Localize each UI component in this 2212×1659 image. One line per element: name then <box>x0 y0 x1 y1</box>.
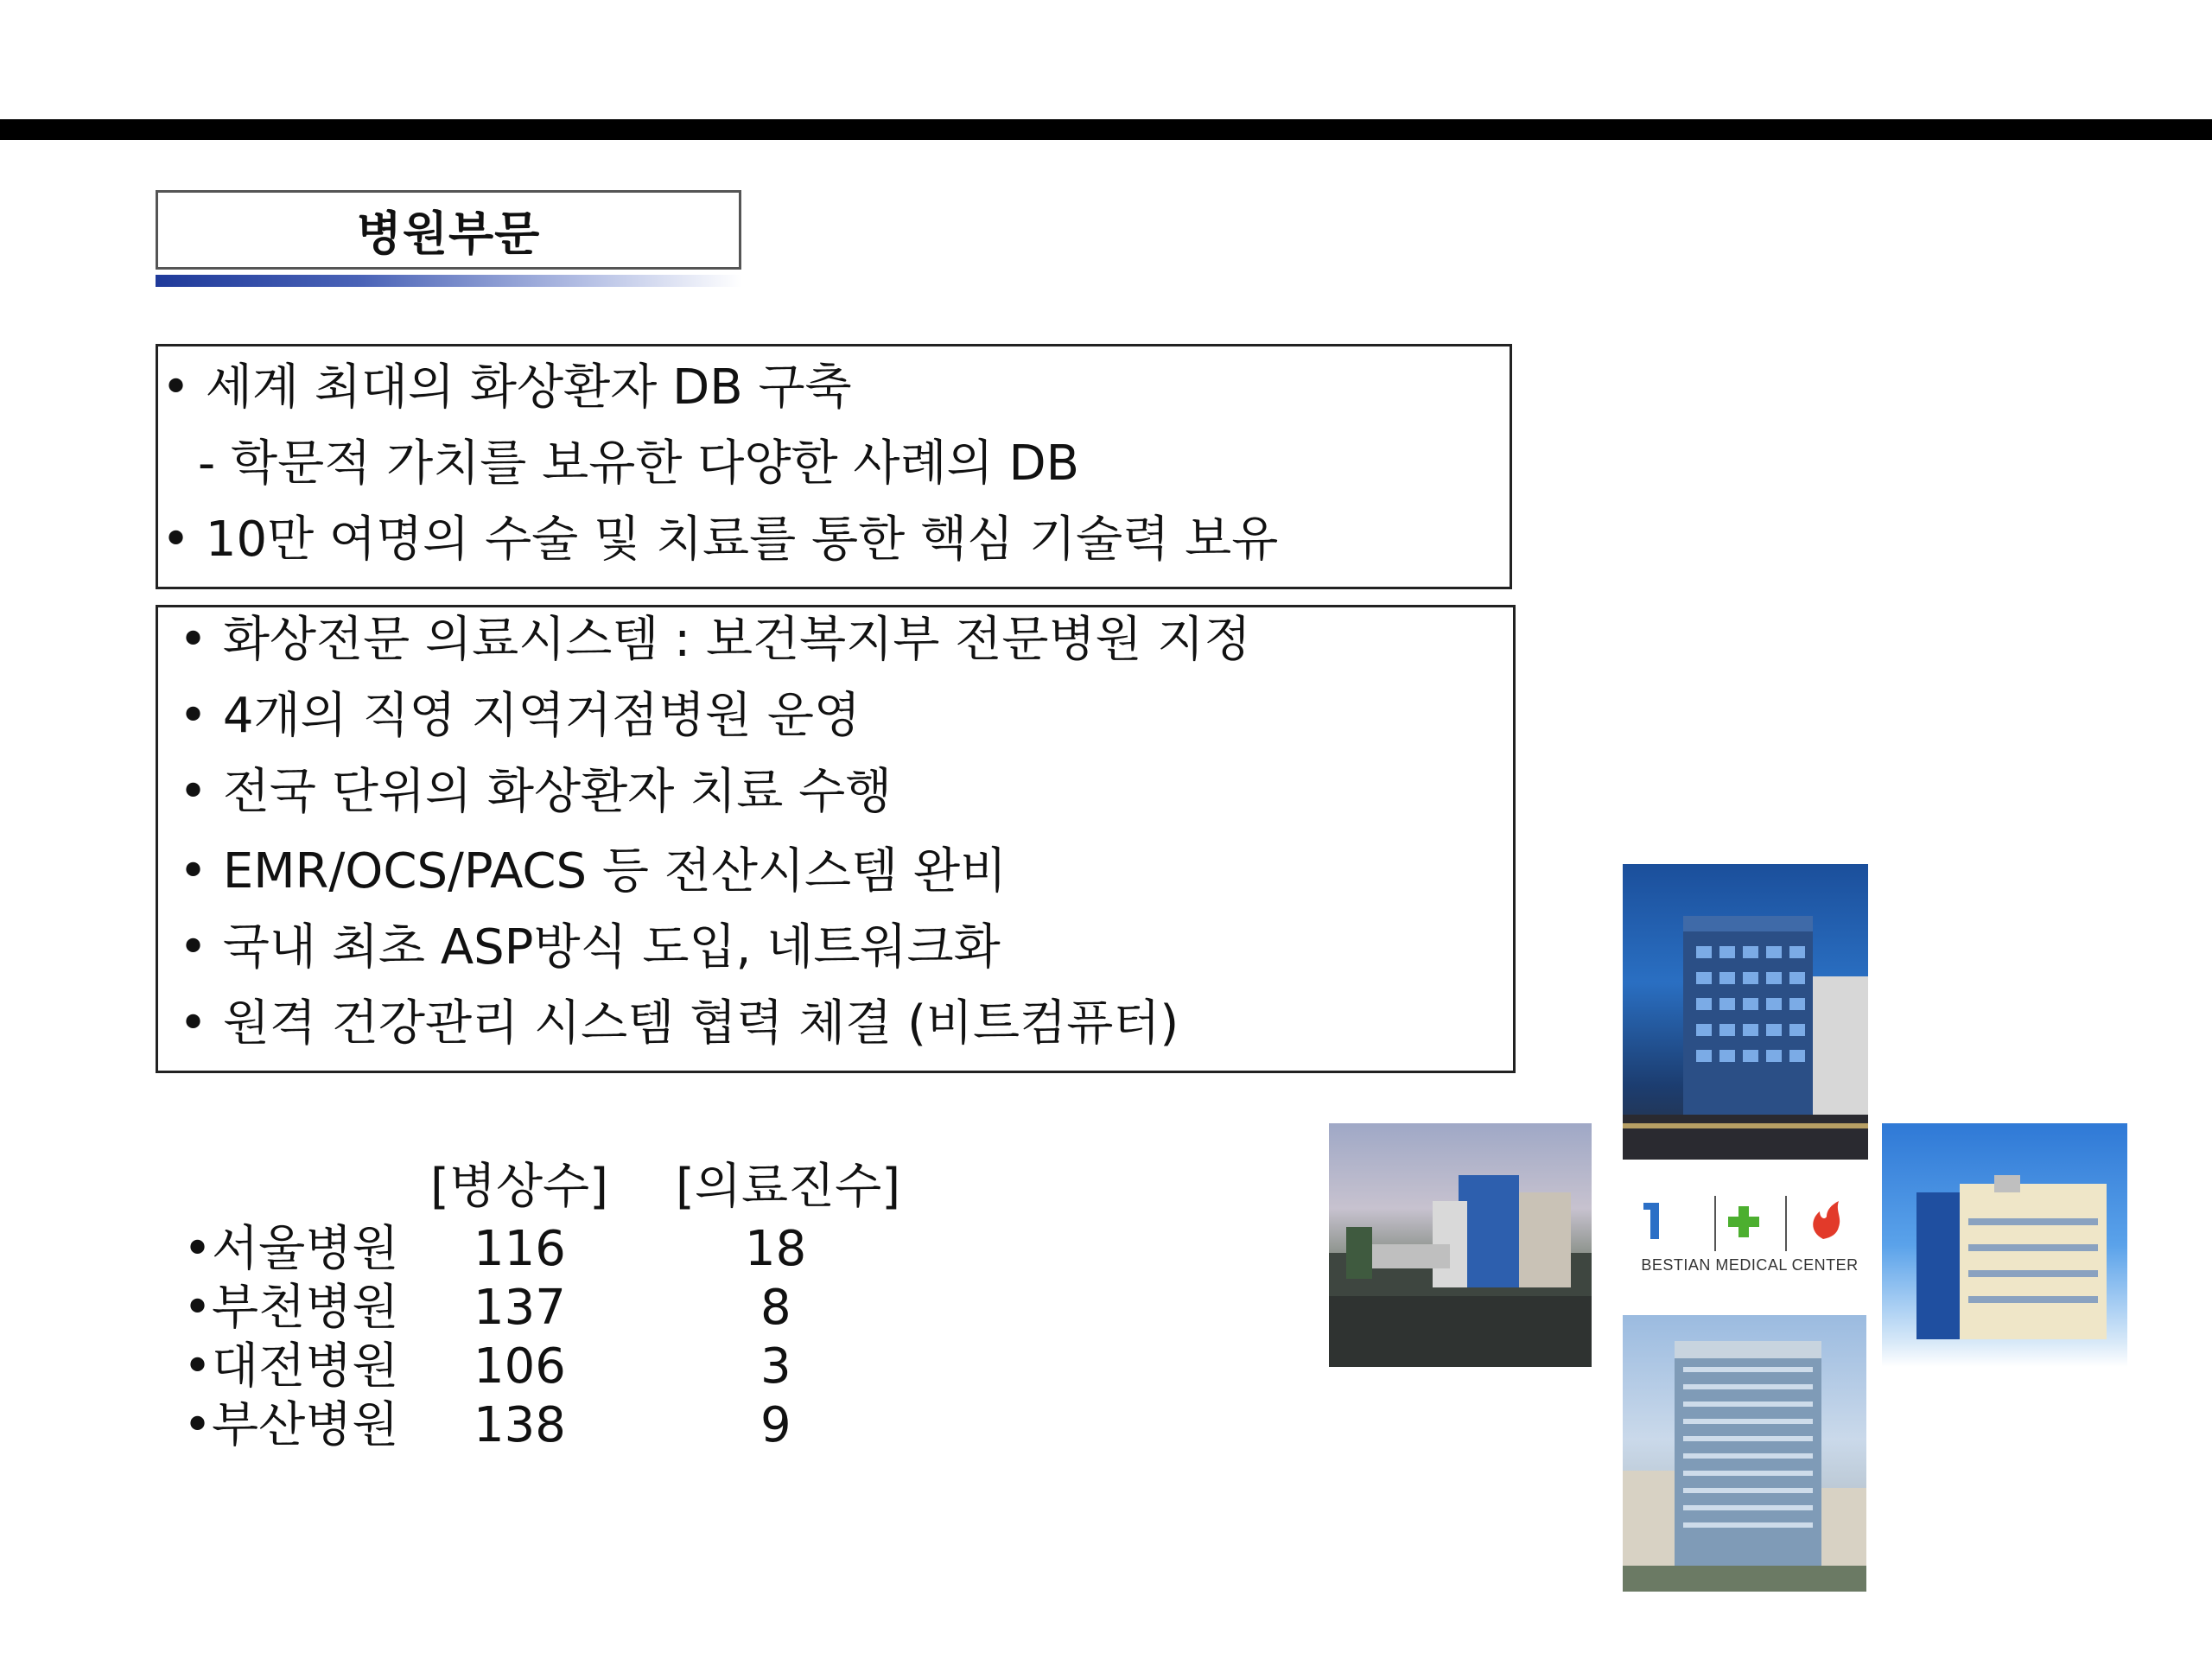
info-box-db <box>156 344 1512 589</box>
title-underline <box>156 275 741 287</box>
box1-line-3: • 10만 여명의 수술 및 치료를 통한 핵심 기술력 보유 <box>162 512 1279 568</box>
stats-row-staff: 18 <box>745 1221 807 1277</box>
stats-row-name: •부산병원 <box>183 1397 399 1453</box>
box2-line-2: • 4개의 직영 지역거점병원 운영 <box>179 688 861 744</box>
section-title: 병원부문 <box>356 206 541 261</box>
stats-row-beds: 137 <box>474 1280 566 1336</box>
stats-row-name: •부천병원 <box>183 1280 399 1336</box>
bestian-logo <box>1631 1192 1868 1293</box>
building-icon <box>1882 1123 2127 1367</box>
building-icon <box>1623 864 1868 1160</box>
box2-line-1: • 화상전문 의료시스템 : 보건복지부 전문병원 지정 <box>179 612 1251 668</box>
stats-row-name: •서울병원 <box>183 1221 399 1277</box>
hospital-photo-left <box>1329 1123 1592 1367</box>
stats-row-staff: 8 <box>760 1280 791 1336</box>
box1-line-2: - 학문적 가치를 보유한 다양한 사례의 DB <box>198 435 1079 492</box>
logo-mark-icon <box>1631 1192 1868 1253</box>
building-icon <box>1329 1123 1592 1367</box>
info-box-system <box>156 605 1516 1073</box>
logo-text: BESTIAN MEDICAL CENTER <box>1641 1256 1859 1274</box>
hospital-photo-bottom <box>1623 1315 1866 1592</box>
stats-header-beds: [병상수] <box>430 1159 608 1215</box>
box2-line-3: • 전국 단위의 화상환자 치료 수행 <box>179 764 893 820</box>
stats-row-staff: 9 <box>760 1397 791 1453</box>
section-title-box <box>156 190 741 270</box>
building-icon <box>1623 1315 1866 1592</box>
top-rule <box>0 119 2212 140</box>
stats-row-beds: 106 <box>474 1338 566 1395</box>
stats-header-staff: [의료진수] <box>676 1159 901 1215</box>
box1-line-1: • 세계 최대의 화상환자 DB 구축 <box>162 359 852 416</box>
stats-row-name: •대전병원 <box>183 1338 399 1395</box>
hospital-photo-top <box>1623 864 1868 1160</box>
box2-line-6: • 원격 건강관리 시스템 협력 체결 (비트컴퓨터) <box>179 995 1179 1052</box>
stats-row-staff: 3 <box>760 1338 791 1395</box>
stats-row-beds: 116 <box>474 1221 566 1277</box>
box2-line-4: • EMR/OCS/PACS 등 전산시스템 완비 <box>179 843 1007 899</box>
box2-line-5: • 국내 최초 ASP방식 도입, 네트워크화 <box>179 919 1001 976</box>
stats-row-beds: 138 <box>474 1397 566 1453</box>
hospital-photo-right <box>1882 1123 2127 1367</box>
